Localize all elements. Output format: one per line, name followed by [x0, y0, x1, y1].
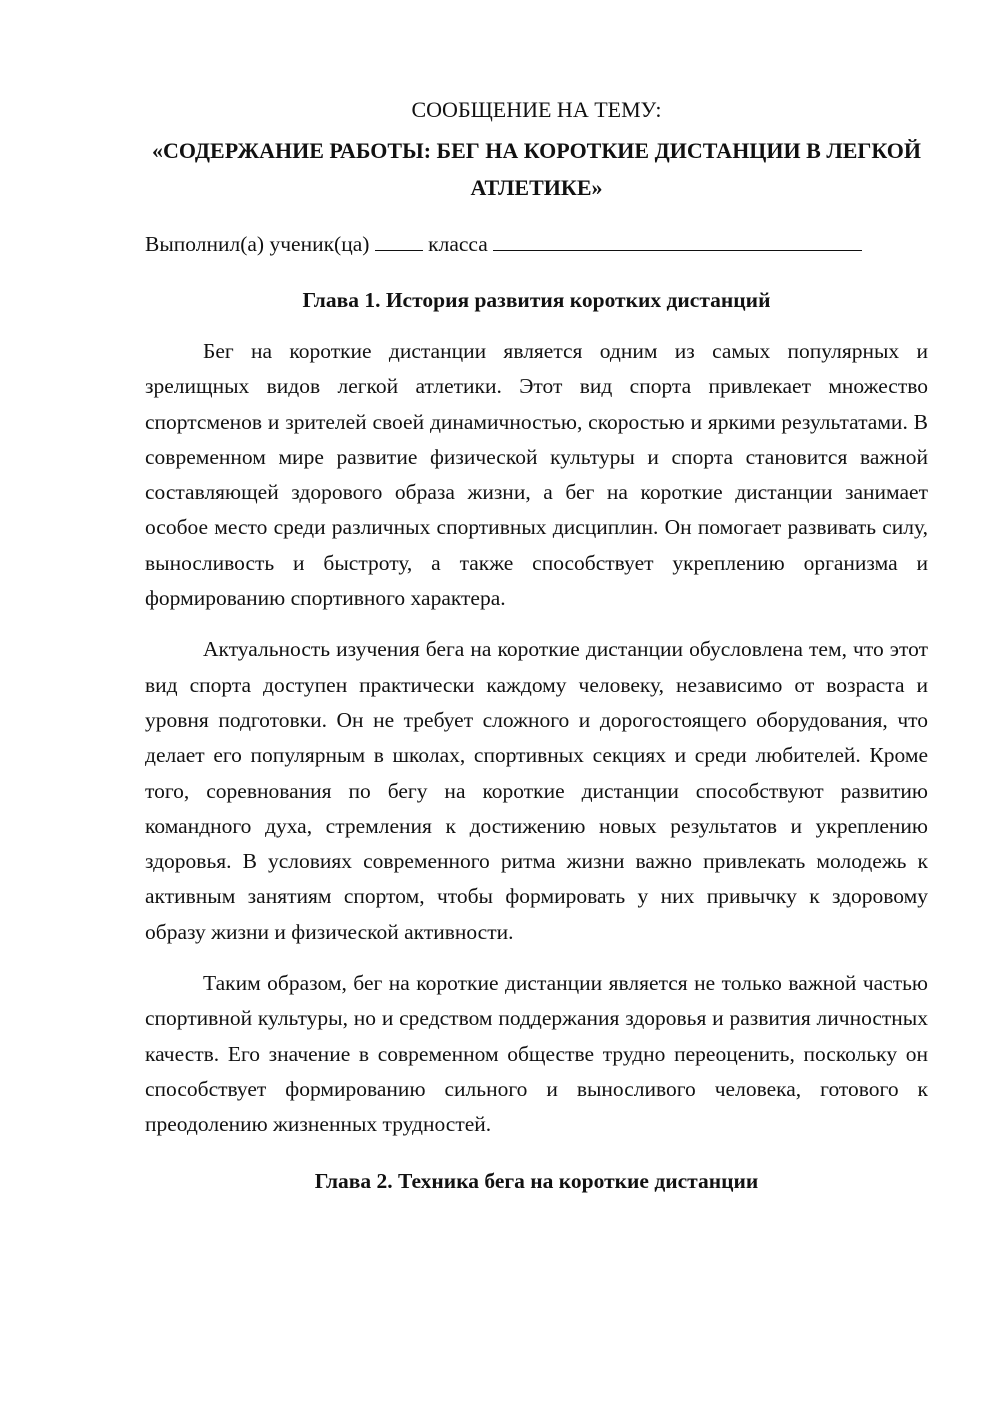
author-label: Выполнил(а) ученик(ца)	[145, 232, 370, 256]
chapter-1-title: Глава 1. История развития коротких дистанций	[302, 288, 771, 312]
name-blank-field[interactable]	[493, 230, 862, 251]
document-heading: СООБЩЕНИЕ НА ТЕМУ:	[411, 97, 662, 122]
author-line	[145, 226, 928, 262]
chapter-1-paragraph-1: Бег на короткие дистанции является одним из самых популярных и зрелищных видов легкой атлетики. Этот вид спорта привлекает множество спортсменов и зрителей своей динамичностью, скоростью и яркими результатами. В современном мире развитие физической культуры и спорта становится важной составляющей здорового образа жизни, а бег на короткие дистанции занимает особое место среди различных спортивных дисциплин. Он помогает развивать силу, выносливость и быстроту, а также способствует укреплению организма и формированию спортивного характера.	[145, 339, 928, 611]
document-title: «СОДЕРЖАНИЕ РАБОТЫ: БЕГ НА КОРОТКИЕ ДИСТАНЦИИ В ЛЕГКОЙ АТЛЕТИКЕ»	[151, 138, 922, 200]
chapter-1-paragraph-3: Таким образом, бег на короткие дистанции является не только важной частью спортивной культуры, но и средством поддержания здоровья и развития личностных качеств. Его значение в современном обществе трудно переоценить, поскольку он способствует формированию сильного и выносливого человека, готового к преодолению жизненных трудностей.	[145, 971, 928, 1137]
chapter-1-paragraph-2: Актуальность изучения бега на короткие дистанции обусловлена тем, что этот вид спорта доступен практически каждому человеку, независимо от возраста и уровня подготовки. Он не требует сложного и дорогостоящего оборудования, что делает его популярным в школах, спортивных секциях и среди любителей. Кроме того, соревнования по бегу на короткие дистанции способствуют развитию командного духа, стремления к достижению новых результатов и укреплению здоровья. В условиях современного ритма жизни важно привлекать молодежь к активным занятиям спортом, чтобы формировать у них привычку к здоровому образу жизни и физической активности.	[145, 637, 928, 944]
grade-blank-field[interactable]	[375, 230, 423, 251]
chapter-2-title: Глава 2. Техника бега на короткие дистанции	[314, 1168, 759, 1193]
class-label: класса	[428, 232, 488, 256]
document-page	[145, 92, 928, 1199]
